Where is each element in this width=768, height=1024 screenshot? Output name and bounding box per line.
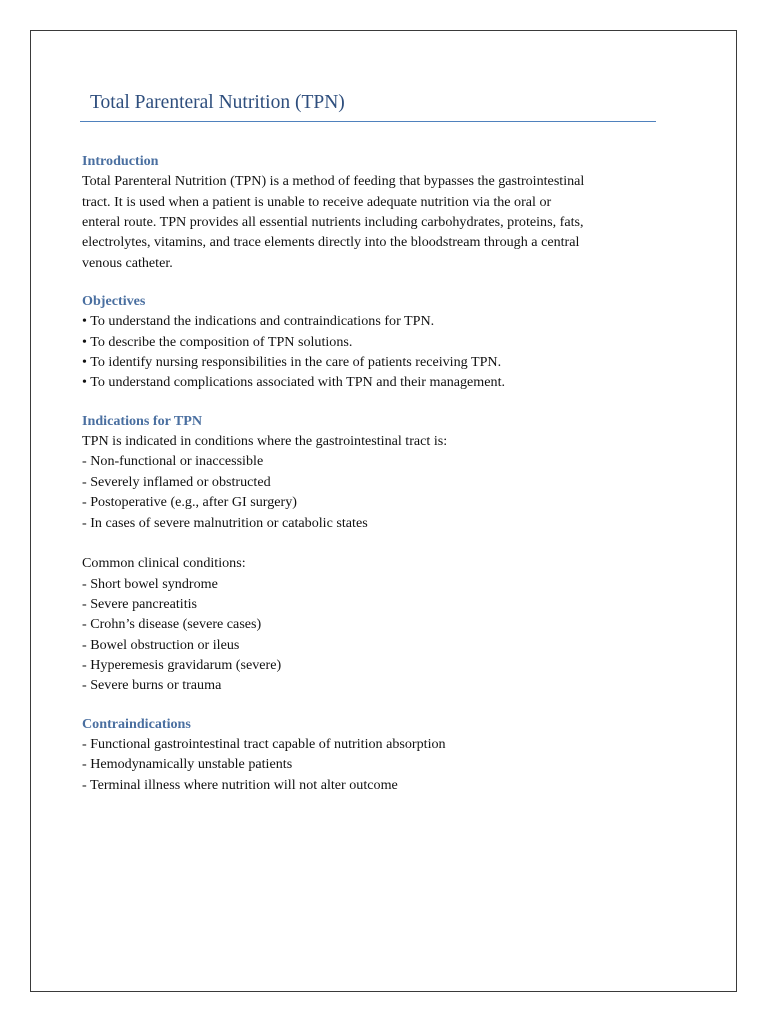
indication-item: - Non-functional or inaccessible	[82, 453, 264, 470]
objective-item: • To understand the indications and contraindications for TPN.	[82, 313, 435, 330]
introduction-line: enteral route. TPN provides all essential nutrients including carbohydrates, proteins, fats,	[82, 214, 584, 231]
objective-item: • To understand complications associated with TPN and their management.	[82, 374, 506, 391]
title-divider	[80, 121, 656, 122]
contraindication-item: - Hemodynamically unstable patients	[82, 756, 293, 773]
objective-item: • To describe the composition of TPN solutions.	[82, 333, 353, 350]
condition-item: - Severe burns or trauma	[82, 677, 222, 694]
introduction-heading: Introduction	[82, 153, 159, 169]
indication-item: - Severely inflamed or obstructed	[82, 473, 271, 490]
condition-item: - Hyperemesis gravidarum (severe)	[82, 656, 282, 673]
indications-heading: Indications for TPN	[82, 412, 203, 429]
indication-item: - In cases of severe malnutrition or catabolic states	[82, 514, 368, 531]
introduction-line: venous catheter.	[82, 254, 173, 271]
introduction-line: Total Parenteral Nutrition (TPN) is a method of feeding that bypasses the gastrointestinal	[82, 173, 585, 190]
introduction-section	[82, 151, 642, 273]
paragraph-spacer	[82, 533, 642, 553]
contraindication-item: - Functional gastrointestinal tract capable of nutrition absorption	[82, 735, 446, 752]
indications-section	[82, 411, 642, 696]
contraindication-item: - Terminal illness where nutrition will not alter outcome	[82, 776, 398, 793]
condition-item: - Bowel obstruction or ileus	[82, 636, 240, 653]
objectives-section	[82, 291, 642, 393]
introduction-line: tract. It is used when a patient is unable to receive adequate nutrition via the oral or	[82, 193, 552, 210]
condition-item: - Severe pancreatitis	[82, 595, 198, 612]
contraindications-section	[82, 714, 642, 795]
objective-item: • To identify nursing responsibilities in the care of patients receiving TPN.	[82, 354, 502, 371]
document-title: Total Parenteral Nutrition (TPN)	[90, 92, 345, 113]
condition-item: - Crohn’s disease (severe cases)	[82, 616, 262, 633]
objectives-heading: Objectives	[82, 293, 146, 310]
indication-item: - Postoperative (e.g., after GI surgery)	[82, 494, 297, 511]
conditions-intro: Common clinical conditions:	[82, 555, 246, 572]
contraindications-heading: Contraindications	[82, 715, 191, 732]
indications-intro: TPN is indicated in conditions where the gastrointestinal tract is:	[82, 433, 448, 450]
introduction-line: electrolytes, vitamins, and trace elements directly into the bloodstream through a central	[82, 234, 580, 251]
document-body	[82, 151, 642, 795]
condition-item: - Short bowel syndrome	[82, 575, 218, 592]
